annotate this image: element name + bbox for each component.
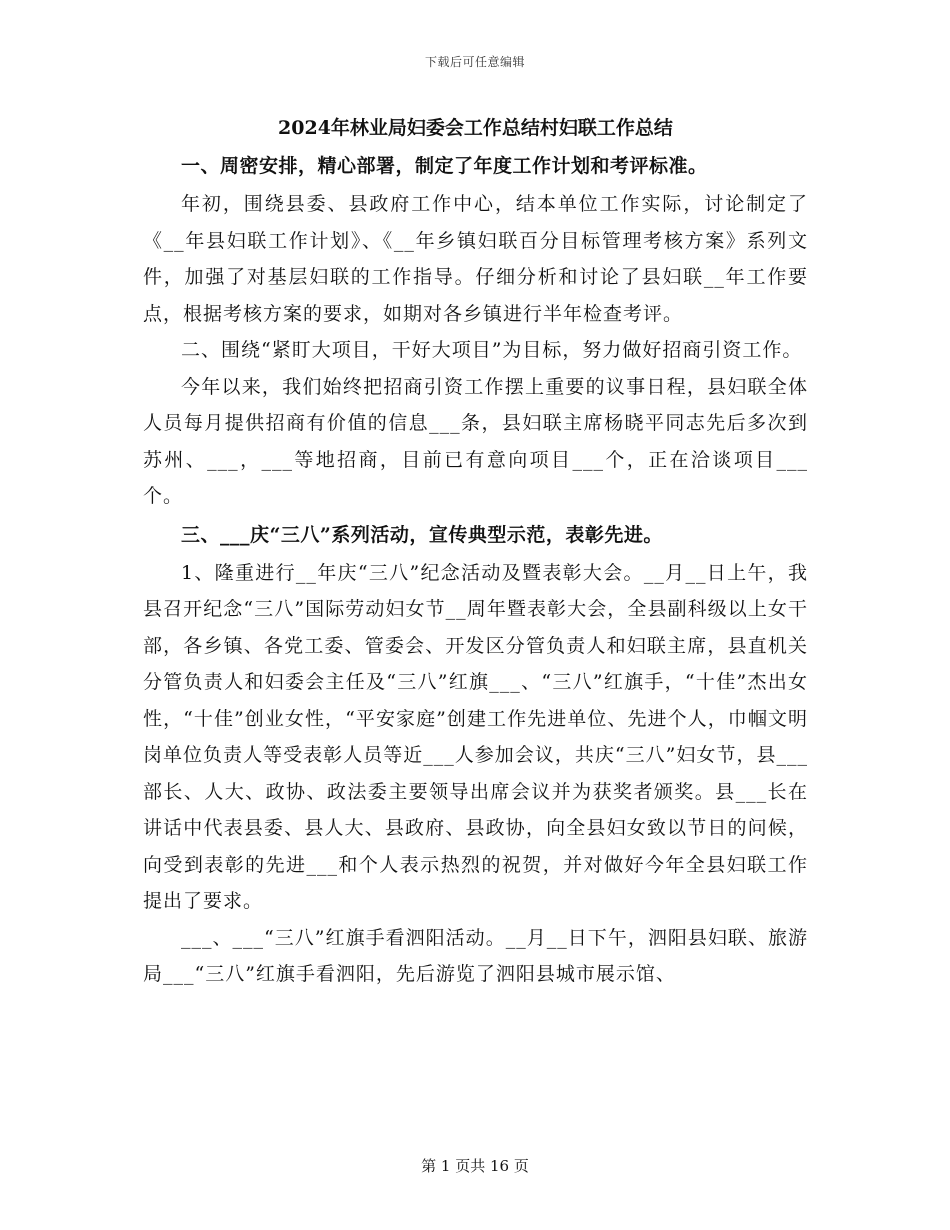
header-note: 下载后可任意编辑 xyxy=(424,55,525,69)
section-heading-3: 三、___庆“三八”系列活动，宣传典型示范，表彰先进。 xyxy=(181,523,663,546)
document-title: 2024年林业局妇委会工作总结村妇联工作总结 xyxy=(278,117,673,139)
paragraph-3: 今年以来，我们始终把招商引资工作摆上重要的议事日程，县妇联全体人员每月提供招商有价值的信息___条，县妇联主席杨晓平同志先后多次到苏州、___，___等地招商，目前已有意向项目___个，正在洽谈项目___个。 xyxy=(143,375,808,507)
section-heading-1: 一、周密安排，精心部署，制定了年度工作计划和考评标准。 xyxy=(181,155,708,177)
paragraph-2: 二、围绕“紧盯大项目，干好大项目”为目标，努力做好招商引资工作。 xyxy=(181,339,803,361)
paragraph-5: ___、___“三八”红旗手看泗阳活动。__月__日下午，泗阳县妇联、旅游局___“三八”红旗手看泗阳，先后游览了泗阳县城市展示馆、 xyxy=(143,926,808,985)
document-body xyxy=(143,114,808,993)
paragraph-4: 1、隆重进行__年庆“三八”纪念活动及暨表彰大会。__月__日上午，我县召开纪念“三八”国际劳动妇女节__周年暨表彰大会，全县副科级以上女干部，各乡镇、各党工委、管委会、开发区分管负责人和妇联主席，县直机关分管负责人和妇委会主任及“三八”红旗___、“三八”红旗手，“十佳”杰出女性，“十佳”创业女性，“平安家庭”创建工作先进单位、先进个人，巾帼文明岗单位负责人等受表彰人员等近___人参加会议，共庆“三八”妇女节，县___部长、人大、政协、政法委主要领导出席会议并为获奖者颁奖。县___长在讲话中代表县委、县人大、县政府、县政协，向全县妇女致以节日的问候，向受到表彰的先进___和个人表示热烈的祝贺，并对做好今年全县妇联工作提出了要求。 xyxy=(143,561,808,912)
paragraph-1: 年初，围绕县委、县政府工作中心，结本单位工作实际，讨论制定了《__年县妇联工作计划》、《__年乡镇妇联百分目标管理考核方案》系列文件，加强了对基层妇联的工作指导。仔细分析和讨论了县妇联__年工作要点，根据考核方案的要求，如期对各乡镇进行半年检查考评。 xyxy=(143,193,808,325)
page-footer: 第 1 页共 16 页 xyxy=(421,1157,529,1175)
